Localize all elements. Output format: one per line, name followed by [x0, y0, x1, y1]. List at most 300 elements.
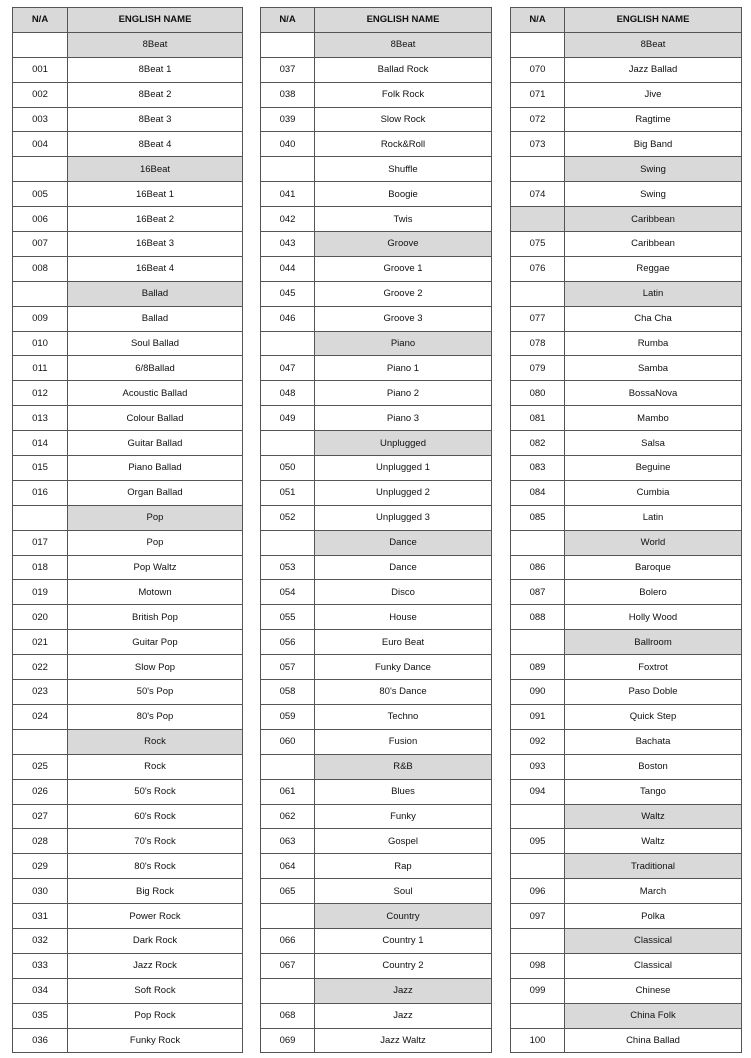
style-number: [511, 530, 565, 555]
style-table-column-2: [260, 7, 492, 1053]
category-row: [261, 754, 492, 779]
header-number: N/A: [261, 8, 315, 33]
style-number: 097: [511, 904, 565, 929]
style-name: Big Rock: [68, 879, 243, 904]
style-row: [13, 431, 243, 456]
style-name: Soft Rock: [68, 978, 243, 1003]
style-number: 096: [511, 879, 565, 904]
category-name: 8Beat: [565, 32, 742, 57]
style-number: 033: [13, 953, 68, 978]
style-row: [13, 928, 243, 953]
style-number: 087: [511, 580, 565, 605]
style-row: [261, 57, 492, 82]
style-row: [13, 904, 243, 929]
style-number: 076: [511, 256, 565, 281]
style-number: 012: [13, 381, 68, 406]
style-number: 038: [261, 82, 315, 107]
style-number: [261, 157, 315, 182]
style-row: [13, 381, 243, 406]
style-name: Groove 2: [315, 281, 492, 306]
style-name: Motown: [68, 580, 243, 605]
category-row: [13, 157, 243, 182]
style-row: [13, 953, 243, 978]
style-name: 80's Pop: [68, 704, 243, 729]
style-number: 005: [13, 182, 68, 207]
style-table-column-1: [12, 7, 243, 1053]
style-name: Soul: [315, 879, 492, 904]
style-number: 047: [261, 356, 315, 381]
style-name: 8Beat 4: [68, 132, 243, 157]
style-name: Cumbia: [565, 480, 742, 505]
style-name: BossaNova: [565, 381, 742, 406]
category-row: [511, 1003, 742, 1028]
category-name: Caribbean: [565, 207, 742, 232]
style-number: 040: [261, 132, 315, 157]
style-name: Techno: [315, 704, 492, 729]
style-row: [261, 580, 492, 605]
style-row: [511, 729, 742, 754]
style-name: Jazz Waltz: [315, 1028, 492, 1053]
style-row: [511, 356, 742, 381]
style-number: 016: [13, 480, 68, 505]
category-row: [261, 904, 492, 929]
style-row: [261, 729, 492, 754]
style-number: 084: [511, 480, 565, 505]
category-name: Swing: [565, 157, 742, 182]
style-row: [13, 779, 243, 804]
category-row: [511, 157, 742, 182]
style-name: Country 1: [315, 928, 492, 953]
style-number: 064: [261, 854, 315, 879]
style-name: Ragtime: [565, 107, 742, 132]
style-row: [261, 207, 492, 232]
style-row: [511, 829, 742, 854]
style-number: 003: [13, 107, 68, 132]
style-name: Organ Ballad: [68, 480, 243, 505]
style-number: [261, 331, 315, 356]
style-number: 057: [261, 655, 315, 680]
style-number: 046: [261, 306, 315, 331]
style-row: [13, 754, 243, 779]
style-row: [13, 1028, 243, 1053]
style-name: 8Beat 3: [68, 107, 243, 132]
category-row: [13, 32, 243, 57]
style-number: [13, 729, 68, 754]
style-row: [261, 1003, 492, 1028]
header-english-name: ENGLISH NAME: [315, 8, 492, 33]
style-number: 072: [511, 107, 565, 132]
style-name: Caribbean: [565, 232, 742, 257]
category-name: Pop: [68, 505, 243, 530]
style-name: Funky Dance: [315, 655, 492, 680]
style-row: [13, 232, 243, 257]
style-table-column-3: [510, 7, 742, 1053]
style-row: [13, 207, 243, 232]
style-number: 009: [13, 306, 68, 331]
style-row: [511, 456, 742, 481]
style-row: [511, 107, 742, 132]
style-number: 100: [511, 1028, 565, 1053]
style-number: 034: [13, 978, 68, 1003]
style-row: [13, 82, 243, 107]
style-number: 066: [261, 928, 315, 953]
style-row: [511, 704, 742, 729]
style-number: 082: [511, 431, 565, 456]
style-name: Fusion: [315, 729, 492, 754]
style-row: [511, 57, 742, 82]
style-number: 019: [13, 580, 68, 605]
style-number: [261, 904, 315, 929]
style-number: 075: [511, 232, 565, 257]
style-name: Bolero: [565, 580, 742, 605]
category-row: [261, 32, 492, 57]
style-number: 073: [511, 132, 565, 157]
header-row: [511, 8, 742, 33]
style-name: 70's Rock: [68, 829, 243, 854]
category-name: Piano: [315, 331, 492, 356]
style-number: 068: [261, 1003, 315, 1028]
category-name: Ballad: [68, 281, 243, 306]
category-name: Classical: [565, 928, 742, 953]
style-row: [13, 978, 243, 1003]
style-row: [261, 406, 492, 431]
style-number: [511, 804, 565, 829]
style-number: 060: [261, 729, 315, 754]
style-number: 085: [511, 505, 565, 530]
style-name: Folk Rock: [315, 82, 492, 107]
style-row: [261, 1028, 492, 1053]
style-name: Pop: [68, 530, 243, 555]
style-number: 092: [511, 729, 565, 754]
style-number: 091: [511, 704, 565, 729]
category-row: [511, 32, 742, 57]
style-number: 010: [13, 331, 68, 356]
style-row: [13, 879, 243, 904]
style-row: [13, 630, 243, 655]
style-row: [261, 630, 492, 655]
category-row: [261, 431, 492, 456]
style-name: Polka: [565, 904, 742, 929]
category-name: Country: [315, 904, 492, 929]
style-number: 062: [261, 804, 315, 829]
style-row: [511, 331, 742, 356]
style-name: Groove 1: [315, 256, 492, 281]
style-number: 020: [13, 605, 68, 630]
style-row: [13, 680, 243, 705]
style-number: 098: [511, 953, 565, 978]
style-name: 8Beat 1: [68, 57, 243, 82]
style-name: Reggae: [565, 256, 742, 281]
category-row: [261, 530, 492, 555]
style-name: Guitar Ballad: [68, 431, 243, 456]
style-name: Big Band: [565, 132, 742, 157]
style-row: [13, 605, 243, 630]
header-row: [261, 8, 492, 33]
style-number: 008: [13, 256, 68, 281]
style-row: [13, 704, 243, 729]
style-row: [13, 1003, 243, 1028]
style-number: [511, 281, 565, 306]
style-name: Jazz Ballad: [565, 57, 742, 82]
style-number: 095: [511, 829, 565, 854]
style-row: [13, 655, 243, 680]
style-number: 026: [13, 779, 68, 804]
style-number: 039: [261, 107, 315, 132]
style-number: 029: [13, 854, 68, 879]
style-name: Piano 3: [315, 406, 492, 431]
style-name: Cha Cha: [565, 306, 742, 331]
style-row: [13, 580, 243, 605]
category-name: Jazz: [315, 978, 492, 1003]
style-number: 011: [13, 356, 68, 381]
style-name: 50's Pop: [68, 680, 243, 705]
style-number: 054: [261, 580, 315, 605]
style-number: 004: [13, 132, 68, 157]
category-row: [511, 630, 742, 655]
style-name: Slow Pop: [68, 655, 243, 680]
style-name: Pop Rock: [68, 1003, 243, 1028]
style-number: [511, 630, 565, 655]
style-number: 093: [511, 754, 565, 779]
style-row: [511, 1028, 742, 1053]
style-name: Chinese: [565, 978, 742, 1003]
category-name: 8Beat: [315, 32, 492, 57]
style-number: [511, 1003, 565, 1028]
style-name: 50's Rock: [68, 779, 243, 804]
category-row: [511, 281, 742, 306]
style-name: Waltz: [565, 829, 742, 854]
style-name: Ballad: [68, 306, 243, 331]
style-number: 031: [13, 904, 68, 929]
style-number: 063: [261, 829, 315, 854]
category-name: Waltz: [565, 804, 742, 829]
category-row: [13, 281, 243, 306]
style-row: [511, 978, 742, 1003]
style-number: 032: [13, 928, 68, 953]
style-name: Disco: [315, 580, 492, 605]
style-number: [511, 928, 565, 953]
category-name: China Folk: [565, 1003, 742, 1028]
category-name: R&B: [315, 754, 492, 779]
style-row: [511, 431, 742, 456]
style-number: [511, 207, 565, 232]
style-row: [511, 555, 742, 580]
style-number: 051: [261, 480, 315, 505]
style-name: 16Beat 4: [68, 256, 243, 281]
style-name: 60's Rock: [68, 804, 243, 829]
style-name: Guitar Pop: [68, 630, 243, 655]
style-row: [511, 182, 742, 207]
style-number: 041: [261, 182, 315, 207]
style-number: 059: [261, 704, 315, 729]
style-name: Ballad Rock: [315, 57, 492, 82]
category-name: Groove: [315, 232, 492, 257]
style-number: 048: [261, 381, 315, 406]
style-row: [511, 754, 742, 779]
style-name: Funky Rock: [68, 1028, 243, 1053]
style-row: [511, 953, 742, 978]
style-row: [13, 854, 243, 879]
category-name: Rock: [68, 729, 243, 754]
style-name: Twis: [315, 207, 492, 232]
style-name: March: [565, 879, 742, 904]
style-name: Euro Beat: [315, 630, 492, 655]
category-name: Ballroom: [565, 630, 742, 655]
style-number: [261, 754, 315, 779]
style-number: 094: [511, 779, 565, 804]
style-number: 078: [511, 331, 565, 356]
style-name: Jive: [565, 82, 742, 107]
category-row: [261, 978, 492, 1003]
header-number: N/A: [511, 8, 565, 33]
style-name: Rock&Roll: [315, 132, 492, 157]
category-name: 16Beat: [68, 157, 243, 182]
style-name: Unplugged 1: [315, 456, 492, 481]
style-name: British Pop: [68, 605, 243, 630]
category-name: 8Beat: [68, 32, 243, 57]
category-name: Dance: [315, 530, 492, 555]
style-number: 013: [13, 406, 68, 431]
style-number: 044: [261, 256, 315, 281]
style-number: 015: [13, 456, 68, 481]
style-row: [261, 182, 492, 207]
category-row: [261, 331, 492, 356]
style-row: [511, 879, 742, 904]
style-name: Rap: [315, 854, 492, 879]
style-name: Colour Ballad: [68, 406, 243, 431]
style-number: 081: [511, 406, 565, 431]
style-name: Groove 3: [315, 306, 492, 331]
style-name: 80's Rock: [68, 854, 243, 879]
style-row: [511, 680, 742, 705]
style-number: 083: [511, 456, 565, 481]
style-row: [13, 406, 243, 431]
style-row: [511, 132, 742, 157]
style-row: [13, 256, 243, 281]
style-row: [13, 480, 243, 505]
style-number: 042: [261, 207, 315, 232]
style-row: [261, 132, 492, 157]
style-name: House: [315, 605, 492, 630]
style-row: [261, 680, 492, 705]
style-name: 16Beat 3: [68, 232, 243, 257]
style-row: [13, 182, 243, 207]
style-number: 006: [13, 207, 68, 232]
category-row: [261, 232, 492, 257]
style-number: 014: [13, 431, 68, 456]
style-row: [261, 879, 492, 904]
style-name: Jazz: [315, 1003, 492, 1028]
style-row: [13, 306, 243, 331]
style-name: China Ballad: [565, 1028, 742, 1053]
style-number: [511, 32, 565, 57]
style-name: Unplugged 3: [315, 505, 492, 530]
style-name: Holly Wood: [565, 605, 742, 630]
style-row: [511, 256, 742, 281]
style-name: Quick Step: [565, 704, 742, 729]
style-row: [13, 456, 243, 481]
style-number: 024: [13, 704, 68, 729]
style-row: [13, 57, 243, 82]
style-row: [13, 555, 243, 580]
category-row: [511, 207, 742, 232]
style-number: 049: [261, 406, 315, 431]
category-row: [511, 804, 742, 829]
style-row: [261, 381, 492, 406]
style-number: 045: [261, 281, 315, 306]
style-name: 6/8Ballad: [68, 356, 243, 381]
style-row: [511, 480, 742, 505]
style-row: [511, 82, 742, 107]
header-number: N/A: [13, 8, 68, 33]
style-number: 027: [13, 804, 68, 829]
style-row: [261, 605, 492, 630]
style-number: [261, 978, 315, 1003]
style-number: 053: [261, 555, 315, 580]
style-number: 069: [261, 1028, 315, 1053]
category-name: Traditional: [565, 854, 742, 879]
style-number: [13, 281, 68, 306]
style-row: [511, 505, 742, 530]
style-number: 056: [261, 630, 315, 655]
style-name: Funky: [315, 804, 492, 829]
style-name: Piano Ballad: [68, 456, 243, 481]
style-number: 061: [261, 779, 315, 804]
style-number: 079: [511, 356, 565, 381]
style-number: 018: [13, 555, 68, 580]
style-name: Country 2: [315, 953, 492, 978]
style-row: [511, 232, 742, 257]
style-name: Rumba: [565, 331, 742, 356]
style-name: Shuffle: [315, 157, 492, 182]
style-row: [13, 356, 243, 381]
style-name: Salsa: [565, 431, 742, 456]
style-name: Swing: [565, 182, 742, 207]
style-row: [261, 779, 492, 804]
style-row: [13, 829, 243, 854]
style-name: Gospel: [315, 829, 492, 854]
style-number: 074: [511, 182, 565, 207]
style-row: [261, 928, 492, 953]
style-row: [511, 580, 742, 605]
style-number: [261, 530, 315, 555]
style-number: 043: [261, 232, 315, 257]
style-name: Classical: [565, 953, 742, 978]
style-number: [261, 431, 315, 456]
style-name: Beguine: [565, 456, 742, 481]
style-number: 090: [511, 680, 565, 705]
style-row: [261, 256, 492, 281]
style-name: Foxtrot: [565, 655, 742, 680]
style-number: 065: [261, 879, 315, 904]
style-number: 037: [261, 57, 315, 82]
style-number: 002: [13, 82, 68, 107]
category-row: [511, 854, 742, 879]
style-row: [261, 953, 492, 978]
style-name: 16Beat 2: [68, 207, 243, 232]
style-row: [511, 306, 742, 331]
header-english-name: ENGLISH NAME: [68, 8, 243, 33]
style-row: [261, 157, 492, 182]
style-name: Soul Ballad: [68, 331, 243, 356]
style-name: Dark Rock: [68, 928, 243, 953]
style-number: 035: [13, 1003, 68, 1028]
style-number: [13, 505, 68, 530]
style-name: Bachata: [565, 729, 742, 754]
category-row: [511, 530, 742, 555]
style-row: [511, 779, 742, 804]
style-row: [261, 82, 492, 107]
